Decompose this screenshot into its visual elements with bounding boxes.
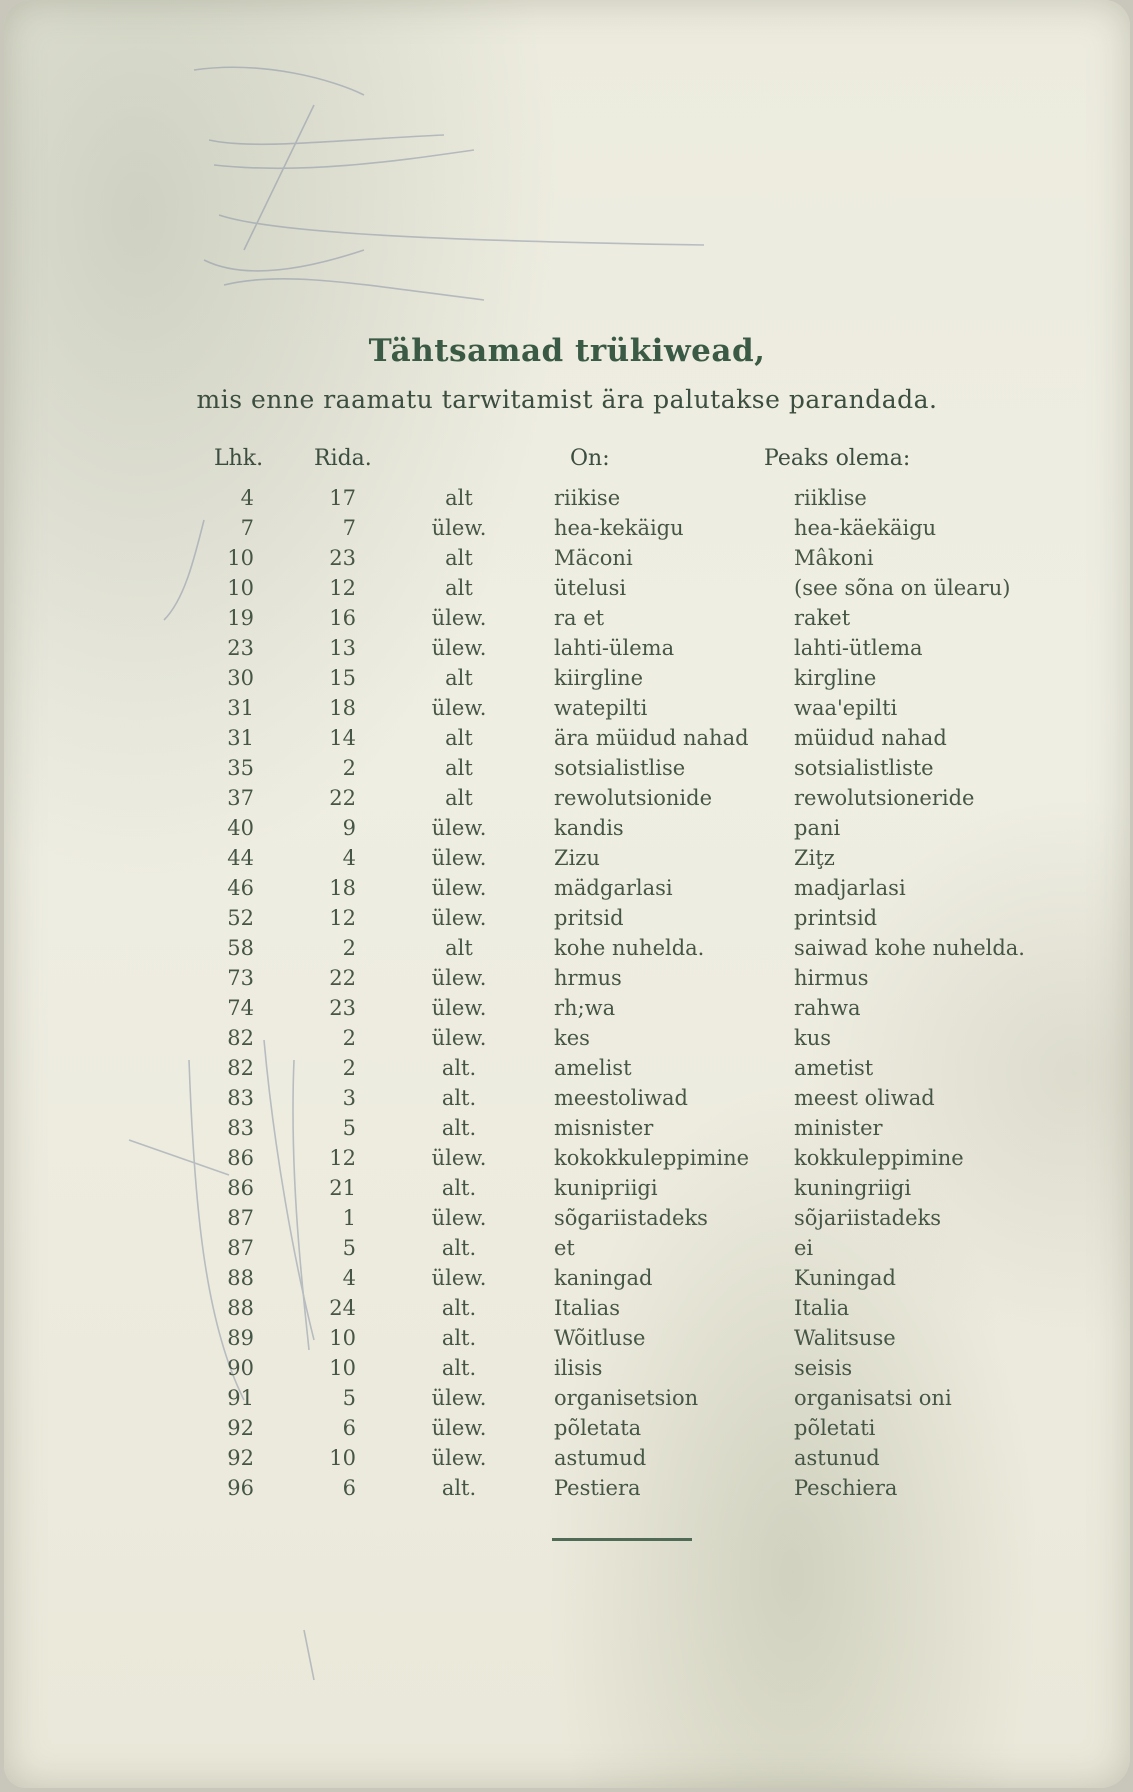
- cell-page: 73: [227, 966, 254, 990]
- cell-direction: ülew.: [431, 606, 487, 630]
- cell-should-be: ametist: [794, 1056, 874, 1080]
- cell-is: põletata: [554, 1416, 642, 1440]
- cell-page: 44: [227, 846, 254, 870]
- cell-line: 12: [329, 1146, 356, 1170]
- table-row: [4, 1236, 1130, 1266]
- cell-is: pritsid: [554, 906, 624, 930]
- cell-page: 31: [227, 726, 254, 750]
- cell-should-be: lahti-ütlema: [794, 636, 923, 660]
- table-row: [4, 1326, 1130, 1356]
- cell-is: hrmus: [554, 966, 622, 990]
- cell-is: kiirgline: [554, 666, 644, 690]
- table-row: [4, 1086, 1130, 1116]
- cell-page: 74: [227, 996, 254, 1020]
- cell-direction: ülew.: [431, 1416, 487, 1440]
- cell-direction: ülew.: [431, 906, 487, 930]
- cell-is: rewolutsionide: [554, 786, 713, 810]
- cell-page: 7: [240, 516, 254, 540]
- cell-direction: ülew.: [431, 1266, 487, 1290]
- cell-is: et: [554, 1236, 575, 1260]
- cell-page: 90: [227, 1356, 254, 1380]
- cell-direction: ülew.: [431, 696, 487, 720]
- cell-direction: alt.: [441, 1236, 477, 1260]
- cell-page: 88: [227, 1266, 254, 1290]
- cell-should-be: müidud nahad: [794, 726, 947, 750]
- cell-should-be: sotsialistliste: [794, 756, 934, 780]
- cell-line: 24: [329, 1296, 356, 1320]
- cell-is: riikise: [554, 486, 621, 510]
- cell-direction: ülew.: [431, 636, 487, 660]
- cell-is: organisetsion: [554, 1386, 699, 1410]
- cell-should-be: hea-käekäigu: [794, 516, 937, 540]
- cell-direction: alt: [445, 666, 473, 690]
- cell-direction: ülew.: [431, 876, 487, 900]
- cell-should-be: Italia: [794, 1296, 850, 1320]
- table-row: [4, 1116, 1130, 1146]
- header-line: Rida.: [314, 446, 372, 471]
- table-row: [4, 816, 1130, 846]
- cell-direction: alt: [445, 756, 473, 780]
- cell-line: 5: [342, 1386, 356, 1410]
- cell-direction: alt.: [441, 1356, 477, 1380]
- cell-should-be: Kuningad: [794, 1266, 896, 1290]
- cell-direction: ülew.: [431, 846, 487, 870]
- table-row: [4, 906, 1130, 936]
- cell-direction: ülew.: [431, 1146, 487, 1170]
- cell-should-be: kirgline: [794, 666, 877, 690]
- cell-line: 2: [342, 756, 356, 780]
- cell-is: mädgarlasi: [554, 876, 673, 900]
- header-is: On:: [570, 446, 610, 471]
- cell-is: amelist: [554, 1056, 632, 1080]
- table-row: [4, 546, 1130, 576]
- cell-page: 83: [227, 1086, 254, 1110]
- cell-direction: alt.: [441, 1176, 477, 1200]
- cell-line: 22: [329, 966, 356, 990]
- cell-page: 10: [227, 576, 254, 600]
- cell-line: 18: [329, 696, 356, 720]
- cell-line: 2: [342, 1026, 356, 1050]
- table-row: [4, 1206, 1130, 1236]
- cell-direction: alt.: [441, 1296, 477, 1320]
- cell-line: 15: [329, 666, 356, 690]
- cell-is: Italias: [554, 1296, 620, 1320]
- cell-direction: ülew.: [431, 1446, 487, 1470]
- table-row: [4, 756, 1130, 786]
- cell-should-be: rahwa: [794, 996, 861, 1020]
- cell-page: 82: [227, 1056, 254, 1080]
- cell-is: kunipriigi: [554, 1176, 658, 1200]
- cell-direction: ülew.: [431, 816, 487, 840]
- table-row: [4, 1146, 1130, 1176]
- page-title: Tähtsamad trükiwead,: [368, 333, 766, 369]
- cell-is: kohe nuhelda.: [554, 936, 705, 960]
- cell-line: 10: [329, 1356, 356, 1380]
- cell-line: 12: [329, 906, 356, 930]
- cell-should-be: saiwad kohe nuhelda.: [794, 936, 1025, 960]
- cell-direction: alt: [445, 576, 473, 600]
- closing-rule: [552, 1538, 692, 1541]
- cell-line: 17: [329, 486, 356, 510]
- cell-should-be: kokkuleppimine: [794, 1146, 964, 1170]
- cell-should-be: raket: [794, 606, 851, 630]
- cell-should-be: madjarlasi: [794, 876, 906, 900]
- cell-line: 12: [329, 576, 356, 600]
- cell-is: sotsialistlise: [554, 756, 686, 780]
- cell-is: hea-kekäigu: [554, 516, 684, 540]
- cell-should-be: organisatsi oni: [794, 1386, 952, 1410]
- cell-should-be: Walitsuse: [794, 1326, 896, 1350]
- cell-direction: alt.: [441, 1086, 477, 1110]
- cell-should-be: pani: [794, 816, 841, 840]
- table-row: [4, 666, 1130, 696]
- table-row: [4, 1356, 1130, 1386]
- cell-is: astumud: [554, 1446, 647, 1470]
- table-row: [4, 1026, 1130, 1056]
- cell-is: lahti-ülema: [554, 636, 675, 660]
- table-row: [4, 696, 1130, 726]
- cell-line: 3: [342, 1086, 356, 1110]
- cell-should-be: Peschiera: [794, 1476, 898, 1500]
- cell-is: kokokkuleppimine: [554, 1146, 750, 1170]
- cell-should-be: printsid: [794, 906, 878, 930]
- cell-page: 87: [227, 1236, 254, 1260]
- cell-should-be: (see sõna on ülearu): [794, 576, 1011, 600]
- cell-page: 86: [227, 1176, 254, 1200]
- cell-line: 5: [342, 1116, 356, 1140]
- cell-is: misnister: [554, 1116, 654, 1140]
- cell-line: 18: [329, 876, 356, 900]
- cell-line: 4: [342, 1266, 356, 1290]
- cell-should-be: Ziţz: [794, 846, 835, 870]
- cell-is: ilisis: [554, 1356, 603, 1380]
- cell-is: ära müidud nahad: [554, 726, 749, 750]
- table-row: [4, 1446, 1130, 1476]
- table-row: [4, 516, 1130, 546]
- cell-is: watepilti: [554, 696, 648, 720]
- cell-direction: alt: [445, 486, 473, 510]
- cell-line: 13: [329, 636, 356, 660]
- cell-should-be: rewolutsioneride: [794, 786, 975, 810]
- cell-direction: alt: [445, 936, 473, 960]
- header-should-be: Peaks olema:: [764, 446, 911, 471]
- cell-direction: ülew.: [431, 1386, 487, 1410]
- cell-is: Pestiera: [554, 1476, 641, 1500]
- cell-page: 88: [227, 1296, 254, 1320]
- cell-is: Wõitluse: [554, 1326, 646, 1350]
- cell-page: 37: [227, 786, 254, 810]
- cell-should-be: kus: [794, 1026, 832, 1050]
- cell-page: 19: [227, 606, 254, 630]
- cell-should-be: põletati: [794, 1416, 876, 1440]
- cell-page: 10: [227, 546, 254, 570]
- cell-page: 35: [227, 756, 254, 780]
- cell-line: 10: [329, 1326, 356, 1350]
- cell-line: 10: [329, 1446, 356, 1470]
- cell-line: 23: [329, 996, 356, 1020]
- cell-line: 6: [342, 1416, 356, 1440]
- cell-page: 58: [227, 936, 254, 960]
- cell-direction: alt.: [441, 1116, 477, 1140]
- cell-line: 4: [342, 846, 356, 870]
- table-row: [4, 966, 1130, 996]
- cell-should-be: minister: [794, 1116, 883, 1140]
- cell-is: sõgariistadeks: [554, 1206, 708, 1230]
- cell-should-be: astunud: [794, 1446, 880, 1470]
- cell-direction: ülew.: [431, 996, 487, 1020]
- cell-line: 22: [329, 786, 356, 810]
- cell-direction: alt: [445, 726, 473, 750]
- header-page: Lhk.: [214, 446, 264, 471]
- cell-page: 31: [227, 696, 254, 720]
- table-row: [4, 1416, 1130, 1446]
- table-row: [4, 606, 1130, 636]
- cell-direction: alt.: [441, 1056, 477, 1080]
- cell-is: meestoliwad: [554, 1086, 688, 1110]
- table-row: [4, 1296, 1130, 1326]
- cell-page: 86: [227, 1146, 254, 1170]
- page-subtitle: mis enne raamatu tarwitamist ära palutakse parandada.: [196, 385, 938, 414]
- table-row: [4, 1476, 1130, 1506]
- table-row: [4, 486, 1130, 516]
- cell-line: 9: [342, 816, 356, 840]
- cell-should-be: seisis: [794, 1356, 853, 1380]
- cell-is: kandis: [554, 816, 624, 840]
- cell-is: Zizu: [554, 846, 600, 870]
- cell-page: 83: [227, 1116, 254, 1140]
- cell-page: 23: [227, 636, 254, 660]
- cell-direction: alt.: [441, 1326, 477, 1350]
- cell-direction: ülew.: [431, 1026, 487, 1050]
- cell-page: 46: [227, 876, 254, 900]
- table-row: [4, 726, 1130, 756]
- cell-page: 87: [227, 1206, 254, 1230]
- cell-direction: alt: [445, 786, 473, 810]
- cell-line: 1: [342, 1206, 356, 1230]
- cell-line: 7: [342, 516, 356, 540]
- cell-page: 91: [227, 1386, 254, 1410]
- cell-line: 2: [342, 936, 356, 960]
- table-row: [4, 636, 1130, 666]
- cell-page: 92: [227, 1446, 254, 1470]
- cell-should-be: kuningriigi: [794, 1176, 912, 1200]
- table-row: [4, 936, 1130, 966]
- cell-is: ra et: [554, 606, 605, 630]
- cell-direction: ülew.: [431, 1206, 487, 1230]
- cell-line: 6: [342, 1476, 356, 1500]
- cell-should-be: riiklise: [794, 486, 867, 510]
- cell-page: 52: [227, 906, 254, 930]
- cell-is: rh;wa: [554, 996, 616, 1020]
- cell-should-be: Mâkoni: [794, 546, 874, 570]
- cell-is: ütelusi: [554, 576, 627, 600]
- cell-line: 14: [329, 726, 356, 750]
- cell-line: 21: [329, 1176, 356, 1200]
- cell-page: 82: [227, 1026, 254, 1050]
- cell-should-be: waa'epilti: [794, 696, 898, 720]
- table-row: [4, 876, 1130, 906]
- table-row: [4, 996, 1130, 1026]
- table-row: [4, 1266, 1130, 1296]
- cell-line: 5: [342, 1236, 356, 1260]
- table-row: [4, 1386, 1130, 1416]
- cell-should-be: ei: [794, 1236, 814, 1260]
- cell-should-be: meest oliwad: [794, 1086, 935, 1110]
- table-row: [4, 576, 1130, 606]
- cell-is: Mäconi: [554, 546, 633, 570]
- cell-direction: ülew.: [431, 966, 487, 990]
- cell-should-be: hirmus: [794, 966, 869, 990]
- cell-line: 16: [329, 606, 356, 630]
- errata-page: [4, 0, 1130, 1788]
- cell-page: 30: [227, 666, 254, 690]
- cell-line: 23: [329, 546, 356, 570]
- cell-direction: alt.: [441, 1476, 477, 1500]
- cell-should-be: sõjariistadeks: [794, 1206, 942, 1230]
- cell-page: 96: [227, 1476, 254, 1500]
- cell-direction: ülew.: [431, 516, 487, 540]
- cell-page: 89: [227, 1326, 254, 1350]
- cell-is: kaningad: [554, 1266, 653, 1290]
- cell-is: kes: [554, 1026, 590, 1050]
- cell-line: 2: [342, 1056, 356, 1080]
- cell-page: 40: [227, 816, 254, 840]
- table-row: [4, 786, 1130, 816]
- cell-direction: alt: [445, 546, 473, 570]
- table-row: [4, 1056, 1130, 1086]
- table-row: [4, 846, 1130, 876]
- table-row: [4, 1176, 1130, 1206]
- cell-page: 92: [227, 1416, 254, 1440]
- cell-page: 4: [240, 486, 254, 510]
